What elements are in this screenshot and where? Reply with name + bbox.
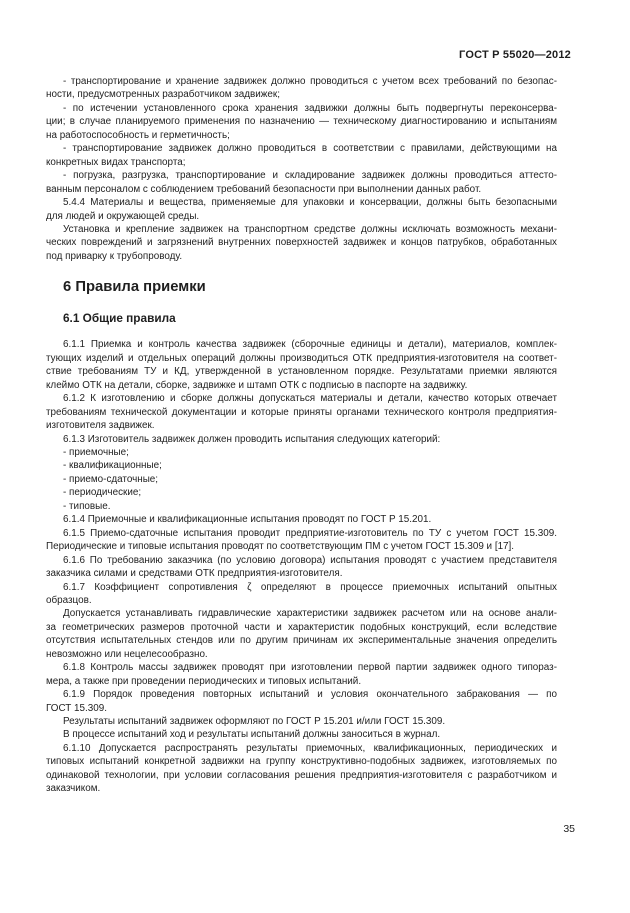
- text-line: Периодические и типовые испытания проводят по соответствующим ПМ с учетом ГОСТ 15.309 и [17].: [46, 541, 515, 553]
- text-line: - по истечении установленного срока хранения задвижки должны быть подвергнуты переконсерва-: [63, 102, 557, 114]
- text-line: - квалификационные;: [63, 460, 162, 472]
- paragraph: [46, 527, 557, 554]
- page-number: 35: [563, 823, 575, 835]
- text-line: В процессе испытаний ход и результаты испытаний должны заноситься в журнал.: [63, 729, 441, 741]
- text-line: - периодические;: [63, 487, 142, 499]
- text-line: - приемочные;: [63, 446, 129, 458]
- paragraph: [46, 742, 557, 796]
- text-line: Допускается устанавливать гидравлические характеристики задвижек расчетом или на основе анали-: [63, 608, 557, 620]
- paragraph: [46, 392, 557, 432]
- text-line: ГОСТ 15.309.: [46, 702, 107, 714]
- paragraph: [46, 513, 557, 526]
- paragraph: [46, 500, 557, 513]
- text-line: под приварку к трубопроводу.: [46, 250, 183, 262]
- text-line: ствие требованиям ТУ и КД, утвержденной в установленном порядке. Результатами приемки являются: [46, 366, 557, 378]
- text-line: изготовителя задвижек.: [46, 420, 155, 432]
- paragraph: [46, 473, 557, 486]
- text-line: - транспортирование и хранение задвижек должно проводиться с учетом всех требований по безопас-: [63, 76, 557, 87]
- paragraph: [46, 554, 557, 581]
- text-line: за геометрических размеров проточной части и характеристик подобных конструкций, если вследствие: [46, 621, 557, 633]
- text-line: клеймо ОТК на детали, сборке, задвижке и штамп ОТК с подписью в паспорте на задвижку.: [46, 379, 468, 391]
- text-line: 5.4.4 Материалы и вещества, применяемые для упаковки и консервации, должны быть безопасными: [63, 197, 557, 209]
- paragraph: [46, 338, 557, 392]
- text-line: ванным персоналом с соблюдением требований безопасности при выполнении данных работ.: [46, 183, 482, 195]
- paragraph: [46, 142, 557, 169]
- text-line: Установка и крепление задвижек на транспортном средстве должны исключать возможность механи-: [63, 223, 557, 235]
- paragraph: [46, 486, 557, 499]
- text-line: - транспортирование задвижек должно проводиться в соответствии с правилами, действующими на: [63, 143, 557, 155]
- text-line: требованиям технической документации и которые приняты органами технического контроля предприятия-: [46, 406, 557, 418]
- text-line: заказчиком.: [46, 783, 101, 795]
- text-line: конкретных видах транспорта;: [46, 156, 186, 168]
- text-line: 6.1.6 По требованию заказчика (по условию договора) испытания проводят с участием представителя: [63, 554, 557, 566]
- text-line: - приемо-сдаточные;: [63, 473, 159, 485]
- paragraph: [46, 661, 557, 688]
- text-line: ности, предусмотренных разработчиком задвижек;: [46, 89, 280, 101]
- text-line: 6.1.3 Изготовитель задвижек должен проводить испытания следующих категорий:: [63, 433, 441, 445]
- running-header: ГОСТ Р 55020—2012: [459, 49, 571, 61]
- paragraph: [46, 433, 557, 446]
- text-line: для людей и окружающей среды.: [46, 210, 200, 222]
- paragraph: [46, 75, 557, 102]
- paragraph: [46, 459, 557, 472]
- paragraph: [46, 581, 557, 608]
- text-line: ческих повреждений и загрязнений внутренних поверхностей задвижек и концов патрубков, обработанных: [46, 237, 557, 249]
- document-body: [46, 75, 557, 796]
- paragraph: [46, 688, 557, 715]
- paragraph: [46, 196, 557, 223]
- text-line: отсутствия испытательных стендов или по другим причинам их экспериментальные значения определить: [46, 635, 557, 647]
- subsection-heading: 6.1 Общие правила: [63, 311, 176, 326]
- text-line: мера, а также при проведении периодических и типовых испытаний.: [46, 675, 362, 687]
- paragraph: [46, 102, 557, 142]
- paragraph: [46, 607, 557, 661]
- text-line: тующих изделий и отдельных операций должны производиться ОТК предприятия-изготовителя на соответ-: [46, 352, 557, 364]
- text-line: 6.1.10 Допускается распространять результаты приемочных, квалификационных, периодических и: [63, 742, 557, 754]
- text-line: 6.1.4 Приемочные и квалификационные испытания проводят по ГОСТ Р 15.201.: [63, 514, 432, 526]
- text-line: ции; в случае планируемого применения по назначению — техническому диагностированию и испытаниям: [46, 116, 557, 128]
- text-line: Результаты испытаний задвижек оформляют по ГОСТ Р 15.201 и/или ГОСТ 15.309.: [63, 716, 446, 728]
- text-line: 6.1.5 Приемо-сдаточные испытания проводит предприятие-изготовитель по ТУ с учетом ГОСТ 15.309.: [63, 527, 557, 539]
- text-line: 6.1.7 Коэффициент сопротивления ζ определяют в процессе приемочных испытаний опытных: [63, 581, 557, 593]
- text-line: 6.1.1 Приемка и контроль качества задвижек (сборочные единицы и детали), материалов, комплек-: [63, 339, 557, 351]
- text-line: образцов.: [46, 594, 92, 606]
- text-line: на работоспособность и герметичность;: [46, 129, 230, 141]
- text-line: 6.1.8 Контроль массы задвижек проводят при изготовлении первой партии задвижек одного типораз-: [63, 662, 557, 674]
- text-line: заказчика силами и средствами ОТК предприятия-изготовителя.: [46, 568, 343, 580]
- paragraph: [46, 446, 557, 459]
- paragraph: [46, 728, 557, 741]
- text-line: невозможно или нецелесообразно.: [46, 648, 208, 660]
- section-heading: 6 Правила приемки: [63, 279, 206, 296]
- paragraph: [46, 223, 557, 263]
- text-line: 6.1.2 К изготовлению и сборке должны допускаться материалы и детали, качество которых отвечает: [63, 393, 557, 405]
- text-line: - типовые.: [63, 500, 111, 512]
- text-line: типовых испытаний конкретной задвижки на группу конструктивно-подобных задвижек, изготовляемых по: [46, 756, 557, 768]
- paragraph: [46, 715, 557, 728]
- text-line: 6.1.9 Порядок проведения повторных испытаний и условия окончательного забракования — по: [63, 689, 557, 701]
- text-line: одинаковой технологии, при условии согласования решения предприятия-изготовителя с разработчиком и: [46, 769, 557, 781]
- paragraph: [46, 169, 557, 196]
- text-line: - погрузка, разгрузка, транспортирование и складирование задвижек должны проводиться аттесто-: [63, 170, 557, 182]
